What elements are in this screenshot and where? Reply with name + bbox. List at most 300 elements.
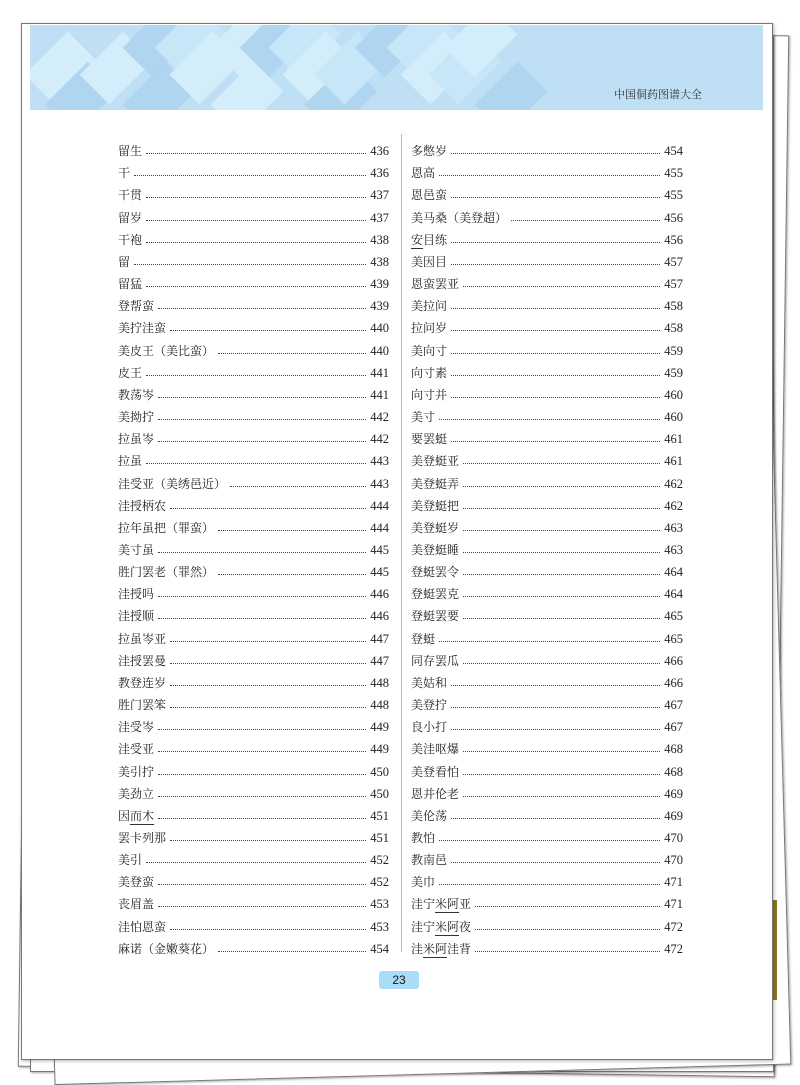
entry-page-number: 470	[664, 853, 683, 868]
entry-page-number: 449	[370, 720, 389, 735]
toc-entry[interactable]	[118, 424, 389, 446]
entry-name: 美向寸	[411, 343, 448, 358]
entry-name: 拉虽	[118, 454, 143, 469]
toc-entry[interactable]	[118, 779, 389, 801]
entry-name: 美洼呕爆	[411, 742, 460, 757]
toc-entry[interactable]	[411, 668, 683, 690]
entry-name: 拉虽岑	[118, 432, 155, 447]
toc-entry[interactable]	[118, 756, 389, 778]
toc-entry[interactable]	[411, 513, 683, 535]
entry-page-number: 455	[664, 188, 683, 203]
toc-entry[interactable]	[411, 468, 683, 490]
toc-entry[interactable]	[118, 446, 389, 468]
dot-leader	[439, 840, 660, 841]
entry-page-number: 437	[370, 210, 389, 225]
entry-name: 登蜓罢克	[411, 587, 460, 602]
entry-name	[411, 233, 447, 247]
toc-entry[interactable]	[118, 601, 389, 623]
underlined-text: 米阿	[423, 941, 448, 956]
dot-leader	[158, 751, 366, 752]
dot-leader	[158, 596, 366, 597]
entry-name: 美登看怕	[411, 764, 460, 779]
dot-leader	[463, 463, 660, 464]
toc-entry[interactable]	[118, 180, 389, 202]
entry-name: 胜门罢笨	[118, 698, 167, 713]
toc-entry[interactable]	[411, 934, 683, 956]
toc-entry[interactable]	[118, 845, 389, 867]
dot-leader	[451, 308, 660, 309]
toc-entry[interactable]	[118, 335, 389, 357]
entry-page-number: 440	[370, 343, 389, 358]
entry-name: 恩并伦老	[411, 786, 460, 801]
underlined-text: 安	[411, 232, 424, 247]
dot-leader	[463, 286, 660, 287]
dot-leader	[218, 530, 366, 531]
dot-leader	[463, 486, 660, 487]
entry-name: 洼授顺	[118, 609, 155, 624]
dot-leader	[451, 375, 660, 376]
underlined-text: 而木	[130, 808, 155, 823]
entry-name-part: 目练	[423, 232, 448, 247]
dot-leader	[451, 330, 660, 331]
toc-entry[interactable]	[411, 712, 683, 734]
toc-entry[interactable]	[411, 690, 683, 712]
toc-entry[interactable]	[411, 823, 683, 845]
toc-entry[interactable]	[411, 911, 683, 933]
toc-entry[interactable]	[411, 136, 683, 158]
dot-leader	[439, 419, 660, 420]
entry-page-number: 443	[370, 454, 389, 469]
dot-leader	[451, 353, 660, 354]
toc-entry[interactable]	[118, 247, 389, 269]
entry-name: 留猛	[118, 277, 143, 292]
dot-leader	[146, 220, 366, 221]
entry-name: 美拉问	[411, 299, 448, 314]
toc-entry[interactable]	[411, 557, 683, 579]
entry-name: 美巾	[411, 875, 436, 890]
entry-page-number: 457	[664, 254, 683, 269]
entry-name: 美登蜓亚	[411, 454, 460, 469]
entry-page-number: 455	[664, 166, 683, 181]
entry-page-number: 472	[664, 919, 683, 934]
entry-name: 多憋岁	[411, 144, 448, 159]
dot-leader	[158, 884, 366, 885]
entry-page-number: 464	[664, 565, 683, 580]
entry-name: 洼怕恩蛮	[118, 919, 167, 934]
entry-name-part: 洼宁	[411, 897, 436, 912]
entry-name: 向寸素	[411, 365, 448, 380]
toc-entry[interactable]	[118, 491, 389, 513]
entry-name: 美拧洼蛮	[118, 321, 167, 336]
entry-name: 洼授罢曼	[118, 653, 167, 668]
entry-page-number: 439	[370, 277, 389, 292]
entry-page-number: 458	[664, 299, 683, 314]
entry-page-number: 437	[370, 188, 389, 203]
document-page	[21, 23, 773, 1060]
entry-name: 留岁	[118, 210, 143, 225]
dot-leader	[170, 929, 366, 930]
dot-leader	[451, 818, 660, 819]
entry-page-number: 445	[370, 565, 389, 580]
entry-name: 美登蜓岁	[411, 520, 460, 535]
entry-page-number: 442	[370, 432, 389, 447]
toc-entry[interactable]	[411, 247, 683, 269]
toc-entry[interactable]	[411, 402, 683, 424]
dot-leader	[134, 264, 366, 265]
dot-leader	[218, 353, 366, 354]
entry-name: 美寸	[411, 410, 436, 425]
entry-page-number: 470	[664, 831, 683, 845]
entry-name-part: 因	[118, 808, 131, 823]
dot-leader	[170, 330, 366, 331]
entry-name-part: 洼宁	[411, 919, 436, 934]
toc-entry[interactable]	[118, 889, 389, 911]
entry-page-number: 441	[370, 365, 389, 380]
entry-page-number: 452	[370, 853, 389, 868]
entry-name	[411, 920, 471, 934]
dot-leader	[451, 242, 660, 243]
toc-entry[interactable]	[118, 269, 389, 291]
toc-entry[interactable]	[118, 468, 389, 490]
entry-name: 同存罢瓜	[411, 653, 460, 668]
entry-name: 干贯	[118, 188, 143, 203]
dot-leader	[146, 286, 366, 287]
dot-leader	[463, 596, 660, 597]
entry-name-part: 夜	[459, 919, 472, 934]
dot-leader	[475, 929, 660, 930]
toc-entry[interactable]	[411, 779, 683, 801]
entry-page-number: 450	[370, 786, 389, 801]
entry-page-number: 463	[664, 542, 683, 557]
dot-leader	[439, 175, 660, 176]
entry-page-number: 441	[370, 387, 389, 402]
entry-name: 洼受岑	[118, 720, 155, 735]
entry-page-number: 436	[370, 166, 389, 181]
dot-leader	[158, 729, 366, 730]
toc-entry[interactable]	[118, 158, 389, 180]
dot-leader	[439, 641, 660, 642]
entry-name: 美引拧	[118, 764, 155, 779]
toc-entry[interactable]	[411, 225, 683, 247]
entry-page-number: 447	[370, 631, 389, 646]
dot-leader	[170, 663, 366, 664]
toc-entry[interactable]	[118, 668, 389, 690]
book-title: 中国侗药图谱大全	[614, 88, 702, 101]
entry-page-number: 438	[370, 254, 389, 269]
entry-page-number: 449	[370, 742, 389, 757]
dot-leader	[451, 153, 660, 154]
entry-name: 拉问岁	[411, 321, 448, 336]
entry-name: 教南邑	[411, 853, 448, 868]
entry-name	[118, 809, 154, 823]
toc-left-column	[118, 136, 389, 956]
toc-entry[interactable]	[411, 646, 683, 668]
dot-leader	[158, 818, 366, 819]
entry-name: 洼受亚（美绣邑近）	[118, 476, 227, 491]
dot-leader	[451, 862, 660, 863]
entry-page-number: 453	[370, 897, 389, 912]
entry-page-number: 467	[664, 720, 683, 735]
entry-page-number: 465	[664, 609, 683, 624]
entry-name: 丧眉盖	[118, 897, 155, 912]
entry-name: 恩邑蛮	[411, 188, 448, 203]
entry-page-number: 471	[664, 875, 683, 890]
dot-leader	[170, 508, 366, 509]
toc-entry[interactable]	[118, 734, 389, 756]
dot-leader	[170, 685, 366, 686]
entry-name: 美登拧	[411, 698, 448, 713]
toc-entry[interactable]	[118, 202, 389, 224]
dot-leader	[475, 906, 660, 907]
toc-entry[interactable]	[411, 867, 683, 889]
entry-page-number: 453	[370, 919, 389, 934]
entry-name	[411, 897, 471, 911]
entry-name: 干	[118, 166, 131, 181]
entry-name: 登帮蛮	[118, 299, 155, 314]
toc-entry[interactable]	[118, 557, 389, 579]
dot-leader	[170, 707, 366, 708]
entry-page-number: 448	[370, 698, 389, 713]
entry-name: 恩蛮罢亚	[411, 277, 460, 292]
toc-entry[interactable]	[411, 313, 683, 335]
entry-name: 良小打	[411, 720, 448, 735]
entry-page-number: 447	[370, 653, 389, 668]
entry-name: 教荡岑	[118, 387, 155, 402]
entry-page-number: 468	[664, 742, 683, 757]
toc-right-column	[411, 136, 683, 956]
toc-entry[interactable]	[118, 867, 389, 889]
toc-entry[interactable]	[118, 911, 389, 933]
entry-page-number: 468	[664, 764, 683, 779]
entry-name: 洼受亚	[118, 742, 155, 757]
entry-name: 美登蜓把	[411, 498, 460, 513]
toc-entry[interactable]	[411, 291, 683, 313]
toc-entry[interactable]	[411, 889, 683, 911]
dot-leader	[158, 618, 366, 619]
entry-name: 拉虽岑亚	[118, 631, 167, 646]
entry-name: 登蜓罢要	[411, 609, 460, 624]
dot-leader	[463, 618, 660, 619]
toc-entry[interactable]	[411, 491, 683, 513]
dot-leader	[463, 574, 660, 575]
toc-entry[interactable]	[118, 225, 389, 247]
toc-entry[interactable]	[411, 335, 683, 357]
entry-name: 干袍	[118, 232, 143, 247]
dot-leader	[463, 796, 660, 797]
dot-leader	[230, 486, 366, 487]
toc-entry[interactable]	[411, 158, 683, 180]
entry-name: 登蜓	[411, 631, 436, 646]
toc-entry[interactable]	[118, 823, 389, 845]
dot-leader	[451, 729, 660, 730]
entry-name: 皮王	[118, 365, 143, 380]
entry-name: 美拗拧	[118, 410, 155, 425]
entry-page-number: 461	[664, 454, 683, 469]
dot-leader	[511, 220, 660, 221]
toc-entry[interactable]	[118, 535, 389, 557]
entry-page-number: 461	[664, 432, 683, 447]
toc-entry[interactable]	[118, 136, 389, 158]
toc-entry[interactable]	[411, 424, 683, 446]
toc-entry[interactable]	[118, 313, 389, 335]
dot-leader	[439, 884, 660, 885]
toc-entry[interactable]	[411, 756, 683, 778]
entry-page-number: 469	[664, 808, 683, 823]
column-divider	[401, 134, 402, 952]
entry-page-number: 451	[370, 808, 389, 823]
entry-page-number: 450	[370, 764, 389, 779]
entry-page-number: 471	[664, 897, 683, 912]
entry-page-number: 454	[664, 144, 683, 159]
dot-leader	[451, 441, 660, 442]
entry-page-number: 459	[664, 365, 683, 380]
entry-page-number: 458	[664, 321, 683, 336]
dot-leader	[218, 951, 366, 952]
dot-leader	[451, 397, 660, 398]
entry-name: 美皮王（美比蛮）	[118, 343, 215, 358]
entry-name: 留生	[118, 144, 143, 159]
entry-name: 恩高	[411, 166, 436, 181]
dot-leader	[451, 685, 660, 686]
entry-name: 留	[118, 254, 131, 269]
entry-name: 美登蜓睡	[411, 542, 460, 557]
dot-leader	[463, 508, 660, 509]
toc-entry[interactable]	[118, 380, 389, 402]
toc-entry[interactable]	[118, 579, 389, 601]
entry-name: 美劲立	[118, 786, 155, 801]
toc-entry[interactable]	[118, 801, 389, 823]
entry-name: 美寸虽	[118, 542, 155, 557]
entry-page-number: 440	[370, 321, 389, 336]
toc-entry[interactable]	[411, 845, 683, 867]
toc-entry[interactable]	[118, 513, 389, 535]
toc-entry[interactable]	[411, 358, 683, 380]
entry-page-number: 469	[664, 786, 683, 801]
entry-page-number: 462	[664, 498, 683, 513]
entry-page-number: 464	[664, 587, 683, 602]
dot-leader	[463, 751, 660, 752]
entry-name: 美姑和	[411, 675, 448, 690]
toc-entry[interactable]	[411, 535, 683, 557]
toc-entry[interactable]	[118, 623, 389, 645]
entry-page-number: 442	[370, 410, 389, 425]
entry-page-number: 436	[370, 144, 389, 159]
entry-name: 美伦荡	[411, 808, 448, 823]
entry-page-number: 451	[370, 831, 389, 845]
toc-entry[interactable]	[411, 734, 683, 756]
entry-page-number: 460	[664, 387, 683, 402]
dot-leader	[158, 774, 366, 775]
entry-page-number: 462	[664, 476, 683, 491]
entry-page-number: 438	[370, 232, 389, 247]
entry-page-number: 463	[664, 520, 683, 535]
dot-leader	[158, 397, 366, 398]
entry-name: 美因目	[411, 254, 448, 269]
underlined-text: 米阿	[435, 897, 460, 912]
entry-page-number: 452	[370, 875, 389, 890]
toc-entry[interactable]	[411, 446, 683, 468]
toc-entry[interactable]	[118, 291, 389, 313]
toc-entry[interactable]	[411, 579, 683, 601]
toc-entry[interactable]	[411, 623, 683, 645]
toc-entry[interactable]	[411, 380, 683, 402]
toc-entry[interactable]	[118, 402, 389, 424]
dot-leader	[134, 175, 366, 176]
entry-page-number: 445	[370, 542, 389, 557]
entry-page-number: 456	[664, 210, 683, 225]
dot-leader	[146, 153, 366, 154]
dot-leader	[463, 552, 660, 553]
dot-leader	[463, 774, 660, 775]
entry-name: 洼授柄农	[118, 498, 167, 513]
entry-page-number: 456	[664, 232, 683, 247]
toc-entry[interactable]	[118, 934, 389, 956]
dot-leader	[475, 951, 660, 952]
toc-entry[interactable]	[118, 712, 389, 734]
entry-page-number: 454	[370, 941, 389, 956]
entry-page-number: 439	[370, 299, 389, 314]
entry-name: 要罢蜓	[411, 432, 448, 447]
entry-name: 教登连岁	[118, 675, 167, 690]
toc-entry[interactable]	[118, 690, 389, 712]
entry-name: 胜门罢老（罪然）	[118, 565, 215, 580]
toc-entry[interactable]	[411, 601, 683, 623]
dot-leader	[158, 419, 366, 420]
dot-leader	[451, 707, 660, 708]
dot-leader	[158, 308, 366, 309]
dot-leader	[146, 242, 366, 243]
entry-name: 麻诺（金嫩葵花）	[118, 941, 215, 956]
toc-entry[interactable]	[411, 202, 683, 224]
toc-entry[interactable]	[411, 180, 683, 202]
dot-leader	[158, 552, 366, 553]
entry-page-number: 460	[664, 410, 683, 425]
entry-name-part: 亚	[459, 897, 472, 912]
dot-leader	[146, 862, 366, 863]
dot-leader	[451, 197, 660, 198]
entry-name: 美登蛮	[118, 875, 155, 890]
entry-page-number: 457	[664, 277, 683, 292]
toc-entry[interactable]	[411, 801, 683, 823]
dot-leader	[158, 796, 366, 797]
entry-name: 美登蜓弄	[411, 476, 460, 491]
dot-leader	[146, 463, 366, 464]
page-number: 23	[379, 971, 419, 989]
dot-leader	[218, 574, 366, 575]
entry-page-number: 459	[664, 343, 683, 358]
dot-leader	[463, 663, 660, 664]
entry-page-number: 466	[664, 675, 683, 690]
entry-page-number: 466	[664, 653, 683, 668]
toc-entry[interactable]	[411, 269, 683, 291]
entry-name: 拉年虽把（罪蛮）	[118, 520, 215, 535]
entry-page-number: 446	[370, 609, 389, 624]
dot-leader	[158, 441, 366, 442]
toc-entry[interactable]	[118, 358, 389, 380]
entry-page-number: 465	[664, 631, 683, 646]
dot-leader	[146, 197, 366, 198]
dot-leader	[146, 375, 366, 376]
dot-leader	[451, 264, 660, 265]
entry-name: 洼授吗	[118, 587, 155, 602]
toc-entry[interactable]	[118, 646, 389, 668]
entry-name: 教怕	[411, 831, 436, 845]
entry-page-number: 472	[664, 941, 683, 956]
entry-name: 美引	[118, 853, 143, 868]
entry-name-part: 洼	[411, 941, 424, 956]
entry-name: 罢卡列那	[118, 831, 167, 845]
entry-name: 美马桑（美登超）	[411, 210, 508, 225]
